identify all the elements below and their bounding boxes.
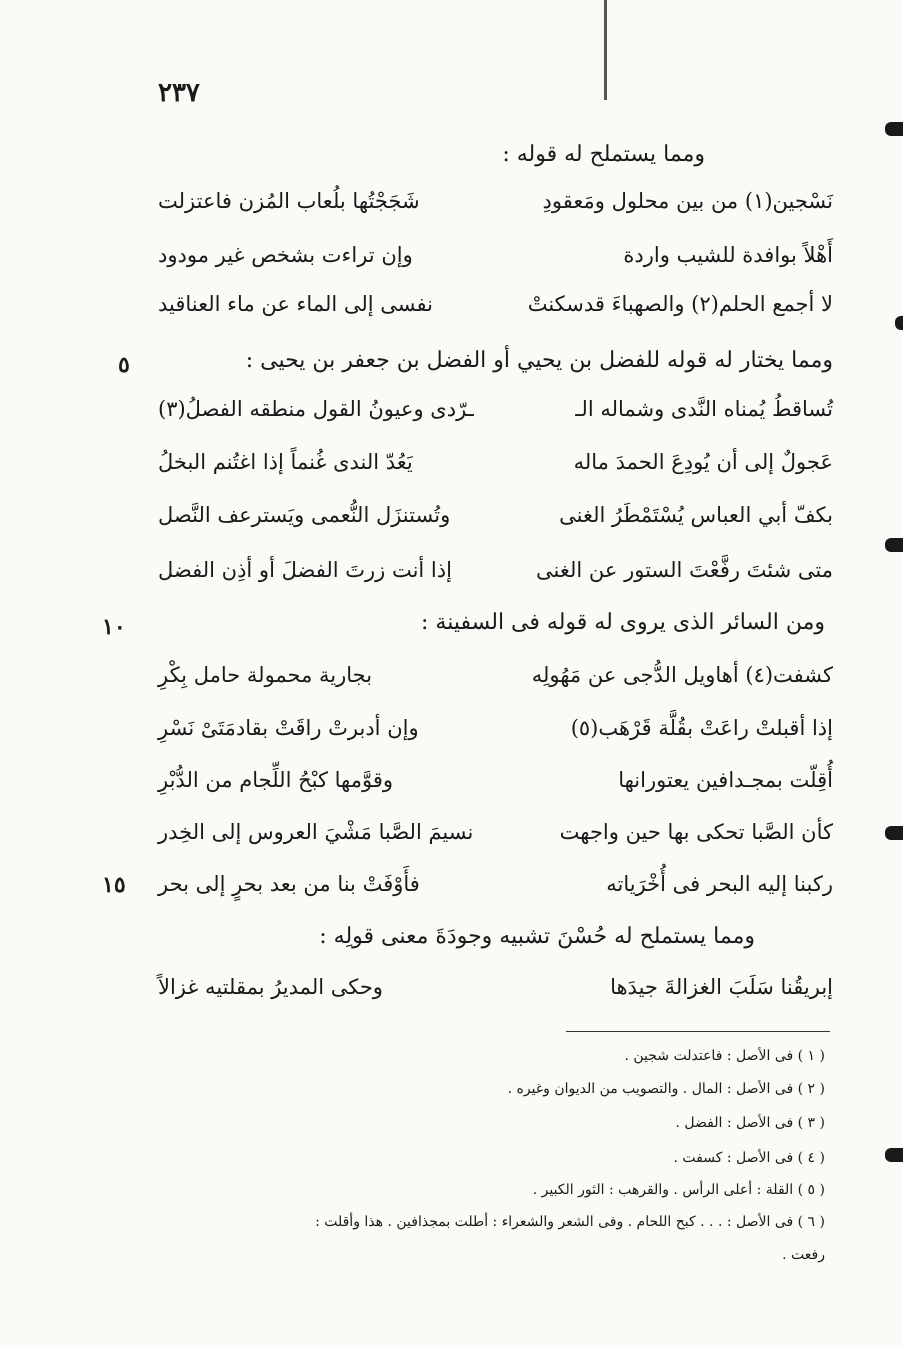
verse-line bbox=[158, 503, 833, 543]
verse-hemistich: إذا أنت زرتَ الفضلَ أو أذِن الفضل bbox=[158, 558, 452, 582]
verse-line bbox=[158, 663, 833, 703]
margin-line-number: ٥ bbox=[118, 352, 130, 378]
verse-hemistich: نسيمَ الصَّبا مَشْيَ العروس إلى الخِدر bbox=[158, 820, 474, 844]
verse-hemistich: كشفت(٤) أهاويل الدُّجى عن مَهُولِه bbox=[531, 663, 833, 687]
scan-mark bbox=[885, 122, 903, 136]
verse-hemistich: وقوَّمها كبْحُ اللِّجام من الدُّبْرِ bbox=[158, 768, 394, 792]
verse-hemistich: بجارية محمولة حامل بِكْرِ bbox=[158, 663, 373, 687]
scan-mark bbox=[885, 826, 903, 840]
verse-line bbox=[158, 768, 833, 808]
binding-line bbox=[604, 0, 607, 100]
footnote-separator bbox=[566, 1031, 830, 1032]
verse-line bbox=[158, 292, 833, 332]
verse-hemistich: شَجَجْتُها بلُعاب المُزن فاعتزلت bbox=[158, 189, 420, 213]
verse-hemistich: إبريقُنا سَلَبَ الغزالةَ جيدَها bbox=[610, 975, 833, 999]
verse-hemistich: وتُستنزَل النُّعمى ويَسترعف النَّصل bbox=[158, 503, 451, 527]
scan-mark bbox=[885, 1148, 903, 1162]
verse-hemistich: وإن تراءت بشخص غير مودود bbox=[158, 243, 413, 267]
verse-line bbox=[158, 820, 833, 860]
footnote: ( ٦ ) فى الأصل : . . . كبح اللحام . وفى الشعر والشعراء : أطلت بمجذافين . هذا وأقلت : bbox=[315, 1214, 825, 1230]
verse-hemistich: بكفّ أبي العباس يُسْتَمْطَرُ الغنى bbox=[559, 503, 833, 527]
page-number: ٢٣٧ bbox=[158, 78, 200, 108]
margin-line-number: ١٥ bbox=[102, 872, 126, 898]
verse-line bbox=[158, 397, 833, 437]
scan-mark bbox=[885, 538, 903, 552]
footnote: ( ٣ ) فى الأصل : الفضل . bbox=[675, 1115, 825, 1131]
verse-line bbox=[158, 716, 833, 756]
verse-line bbox=[158, 872, 833, 912]
verse-hemistich: ـرّدى وعيونُ القول منطقه الفصلُ(٣) bbox=[158, 397, 474, 421]
footnote: رفعت . bbox=[782, 1247, 825, 1263]
scan-mark bbox=[895, 316, 903, 330]
verse-line bbox=[158, 975, 833, 1015]
intro-line: ومما يختار له قوله للفضل بن يحيي أو الفضل بن جعفر بن يحيى : bbox=[245, 348, 833, 373]
verse-hemistich: كأن الصَّبا تحكى بها حين واجهت bbox=[559, 820, 833, 844]
margin-line-number: ١٠ bbox=[102, 614, 126, 640]
verse-hemistich: وإن أدبرتْ راقَتْ بقادمَتَىْ نَسْرِ bbox=[158, 716, 419, 740]
verse-hemistich: نفسى إلى الماء عن ماء العناقيد bbox=[158, 292, 433, 316]
footnote: ( ٢ ) فى الأصل : المال . والتصويب من الديوان وغيره . bbox=[507, 1081, 825, 1097]
footnote: ( ٥ ) القلة : أعلى الرأس . والقرهب : الثور الكبير . bbox=[532, 1182, 825, 1198]
intro-line: ومما يستملح له قوله : bbox=[502, 142, 705, 167]
intro-line: ومن السائر الذى يروى له قوله فى السفينة : bbox=[421, 610, 825, 635]
verse-hemistich: تُساقطُ يُمناه النَّدى وشماله الـ bbox=[575, 397, 833, 421]
verse-hemistich: نَسْجين(١) من بين محلول ومَعقودِ bbox=[542, 189, 833, 213]
verse-hemistich: إذا أقبلتْ راعَتْ بقُلَّة قَرْهَب(٥) bbox=[570, 716, 833, 740]
footnote: ( ١ ) فى الأصل : فاعتدلت شجين . bbox=[624, 1048, 825, 1064]
verse-hemistich: لا أجمع الحلم(٢) والصهباءَ قدسكنتْ bbox=[527, 292, 833, 316]
verse-line bbox=[158, 243, 833, 283]
intro-line: ومما يستملح له حُسْنَ تشبيه وجودَةَ معنى قولِه : bbox=[319, 924, 755, 949]
footnote: ( ٤ ) فى الأصل : كسفت . bbox=[673, 1150, 825, 1166]
verse-line bbox=[158, 558, 833, 598]
verse-hemistich: متى شئتَ رفَّعْتَ الستور عن الغنى bbox=[536, 558, 833, 582]
verse-hemistich: فأَوْفَتْ بنا من بعد بحرٍ إلى بحر bbox=[158, 872, 420, 896]
verse-line bbox=[158, 189, 833, 229]
verse-hemistich: أَهْلاً بوافدة للشيب واردة bbox=[623, 243, 833, 267]
verse-hemistich: يَعُدّ الندى غُنماً إذا اغتُنم البخلُ bbox=[158, 450, 413, 474]
verse-hemistich: ركبنا إليه البحر فى أُخْرَياته bbox=[606, 872, 833, 896]
verse-hemistich: وحكى المديرُ بمقلتيه غزالاً bbox=[158, 975, 383, 999]
verse-hemistich: أُقِلّت بمجـدافين يعتورانها bbox=[618, 768, 833, 792]
verse-hemistich: عَجولٌ إلى أن يُودِعَ الحمدَ ماله bbox=[573, 450, 833, 474]
verse-line bbox=[158, 450, 833, 490]
